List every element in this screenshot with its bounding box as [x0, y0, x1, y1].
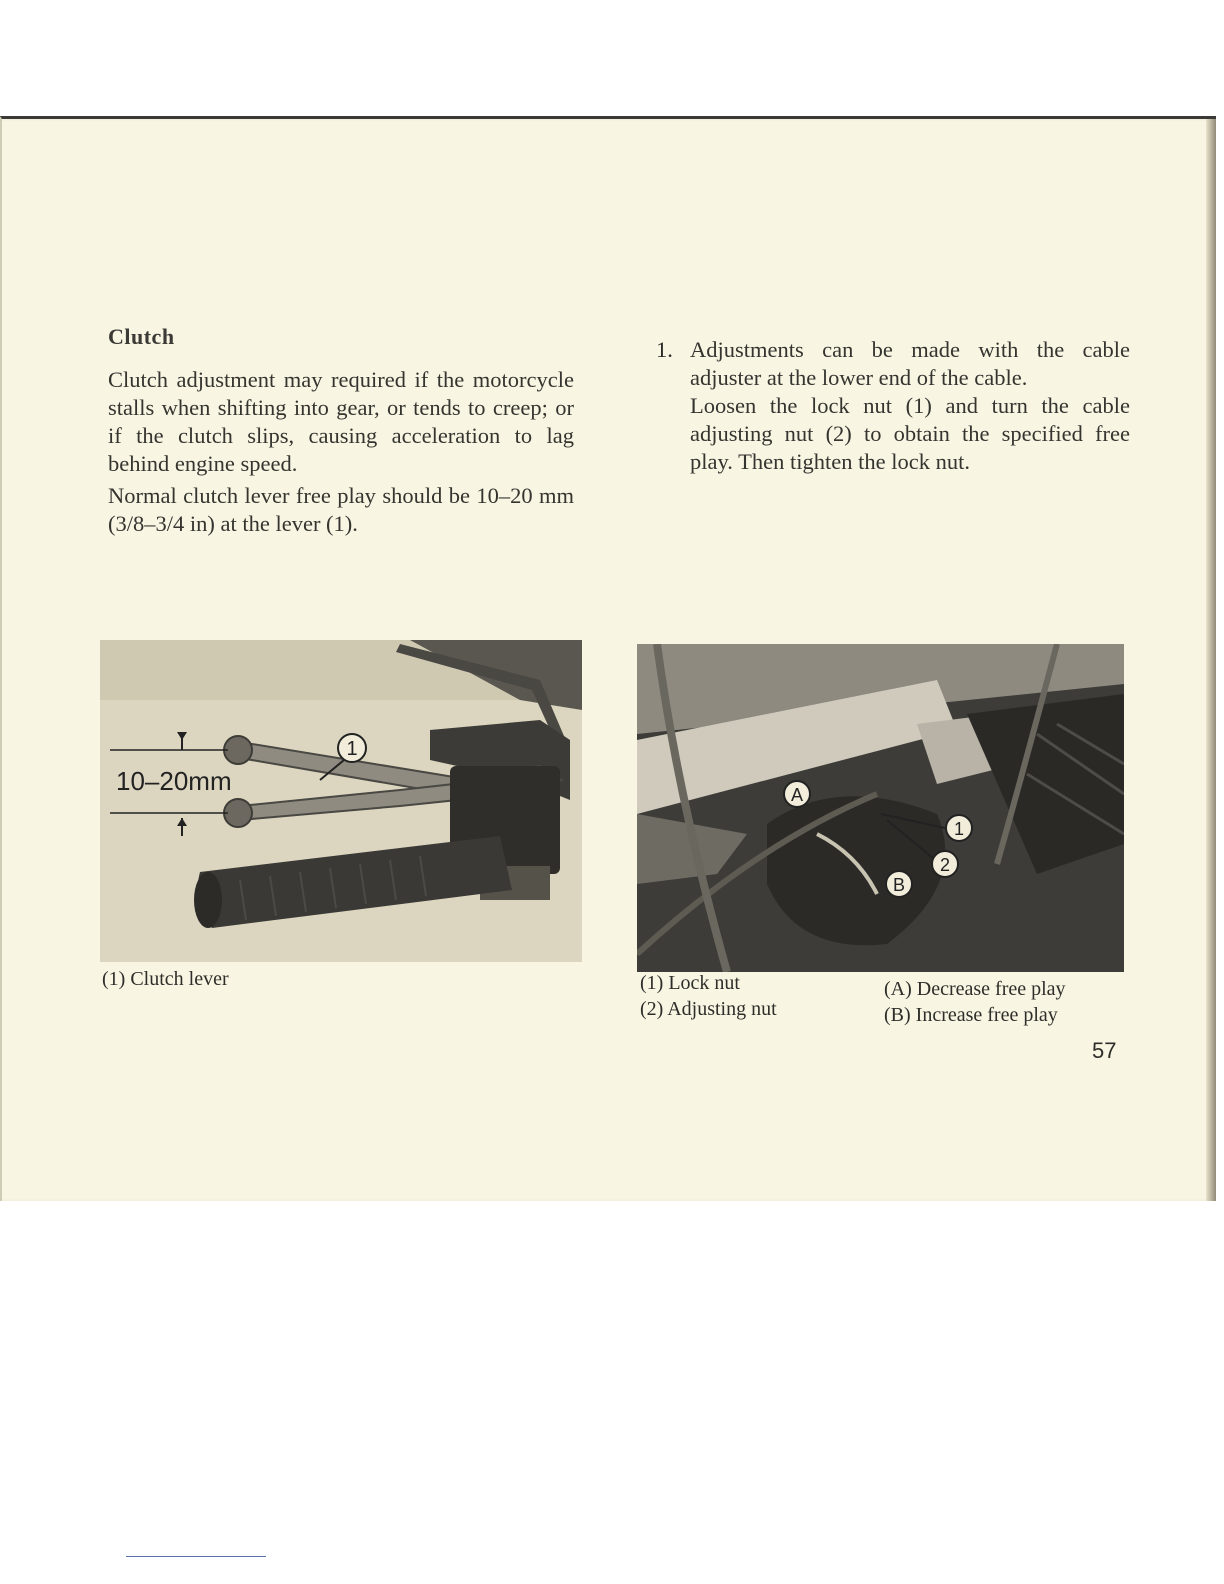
step-line: Adjustments can be made with the cable adjuster at the lower end of the cable. — [690, 337, 1130, 390]
increase-caption: (B) Increase free play — [884, 1004, 1058, 1026]
callout-2: 2 — [939, 855, 951, 875]
callout-a: A — [790, 785, 804, 805]
callout-b: B — [892, 875, 906, 895]
step-line: Loosen the lock nut (1) and turn the cable adjusting nut (2) to obtain the specified free play. Then tighten the lock nut. — [690, 393, 1130, 474]
intro-paragraph: Clutch adjustment may required if the motorcycle stalls when shifting into gear, or tends to creep; or if the clutch slips, causing acceleration to lag behind engine speed. — [108, 367, 574, 476]
page-number: 57 — [1092, 1038, 1117, 1063]
step-text — [690, 336, 1130, 476]
decrease-caption: (A) Decrease free play — [884, 978, 1066, 1000]
free-play-paragraph: Normal clutch lever free play should be 10–20 mm (3/8–3/4 in) at the lever (1). — [108, 483, 574, 536]
adjusting-nut-caption: (2) Adjusting nut — [640, 998, 777, 1020]
clutch-lever-photo — [100, 640, 582, 962]
dimension-label: 10–20mm — [116, 766, 232, 796]
clutch-lever-illustration — [100, 640, 582, 962]
section-heading: Clutch — [108, 324, 175, 349]
callout-1: 1 — [346, 738, 358, 760]
cable-adjuster-illustration — [637, 644, 1124, 972]
lock-nut-caption: (1) Lock nut — [640, 972, 740, 994]
footer-rule — [126, 1556, 266, 1557]
page-spine-shadow — [1206, 119, 1216, 1201]
callout-1: 1 — [953, 819, 965, 839]
clutch-lever-caption: (1) Clutch lever — [102, 968, 229, 990]
step-number: 1. — [656, 337, 673, 362]
cable-adjuster-photo — [637, 644, 1124, 972]
